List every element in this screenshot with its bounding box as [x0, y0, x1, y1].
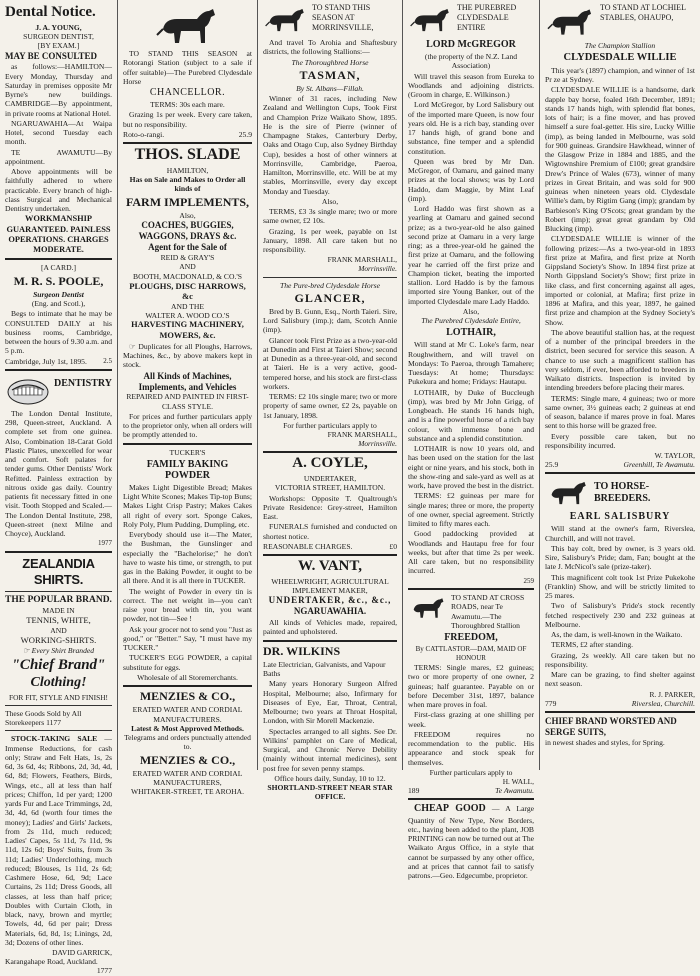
freedom-grazing: First-class grazing at one shilling per week.: [408, 710, 534, 729]
salisbury-body2: This bay colt, bred by owner, is 3 years old. Sire, Salisbury's Pride; dam, Fan; bought at the late J. McNicol's sale (prize-taker).: [545, 543, 695, 572]
popular-brand: THE POPULAR BRAND.: [5, 594, 112, 605]
tasman-grazing: Grazing, 1s per week, payable on 1st January, 1898. All care taken but no responsibility.: [263, 226, 397, 255]
divider: [408, 588, 534, 590]
poole-quals: (Eng. and Scotl.),: [31, 299, 86, 309]
dentistry-body: The London Dental Institute, 298, Queen-street, Auckland. A complete set from one guinea. Also, Combination 18-Carat Gold Plastic Plates, unexcelled for wear and comfort. Soft palates for tender gums. Other Dentists' Work Refitted. Painless extraction by nitrous oxide gas daily. Country patients fit necessary fitted in one visit. Tooth Stopped and Scaled.—The London Dental Institute, 298, Queen-street (next Milne and Choyce), Auckland.: [5, 408, 112, 539]
slade-harvest: HARVESTING MACHINERY, MOWERS, &c.: [131, 320, 244, 340]
dental-ngaruawahia: NGARUAWAHIA—At Waipa Hotel, second Tuesday each month.: [5, 118, 112, 147]
slade-agent: Agent for the Sale of: [148, 242, 227, 253]
menzies-trade: ERATED WATER AND CORDIAL MANUFACTURERS.: [132, 705, 243, 724]
dental-guarantee: WORKMANSHIP GUARANTEED. PAINLESS OPERATIONS. CHARGES MODERATE.: [6, 214, 111, 255]
mcgregor-body2: Lord McGregor, by Lord Salisbury out of the imported mare Queen, is now four years old. He is a rich bay, standing over 17 hands high, of grand bone and substance, fine temper and a splendid constitution.: [408, 100, 534, 156]
coyle-name: A. COYLE,: [292, 455, 368, 472]
divider: [263, 451, 397, 453]
poole-date: Cambridge, July 1st, 1895. 2.5: [5, 356, 112, 366]
goods-sold: These Goods Sold by All Storekeepers 1177: [5, 708, 82, 728]
willie-sig-place-row: 25.9 Greenhill, Te Awamutu.: [545, 460, 695, 470]
divider: [263, 554, 397, 556]
freedom-further: Further particulars apply to: [429, 767, 513, 777]
worsted-title: CHIEF BRAND WORSTED AND SERGE SUITS,: [545, 715, 677, 737]
freedom-sig: H. WALL,: [502, 777, 534, 787]
poole-body: Begs to intimate that he may be CONSULTED DAILY at his business rooms, Cambridge, between the hours of 9.30 a.m. and 5 p.m.: [5, 309, 112, 356]
freedom-header: [408, 593, 534, 630]
freedom-sig-place-row: 189 Te Awamutu.: [408, 786, 534, 796]
menzies-tele: Telegrams and orders punctually attended to.: [124, 733, 251, 752]
clothing: Clothing!: [30, 675, 87, 691]
lothair-body: Will stand at Mr C. Loke's farm, near Roughwithern, and will travel on Mondays: To Paeroa, through Tamahere; Tuesdays: At home; Thursdays: Pukekura and home; Fridays: Hautapu.: [408, 340, 534, 387]
salisbury-terms: TERMS, £2 after standing.: [551, 640, 634, 650]
column-2: [118, 0, 258, 797]
wilkins-body: Many years Honorary Surgeon Alfred Hospital, Melbourne; also, Infirmary for Diseases of Eye, Ear, Throat, Central, Melbourne; two years at Throat Hospital, London, with Sir Morell Mackenzie.: [263, 679, 397, 726]
coyle-body: Workshops: Opposite T. Qualtrough's Private Residence: Grey-street, Hamilton East.: [263, 493, 397, 521]
stock-body: STOCK-TAKING SALE — Immense Reductions, for cash only; Straw and Felt Hats, 1s, 2s 6d, 3s 6d, 4s; Ribbons, 2d, 3d, 4d, 6d, 8d; Flowers, Feathers, Birds, Wings, etc., all at less than half prices; Chiffon, 1d per yard; 1200 yards Fur and Lace Trimmings, 2d, 3d, 4d, 6d (worth four times the money); Ladies' and Girls' Jackets, from 2s 11d, much reduced; Ladies' Capes, 5s 11d, 7s 11d, 9s 11d, 12s 6d; Boys' Suits, from 3s 11d; Ladies' Underclothing, much reduced; Blouses, 1s 11d, 2s 6d; Cashmere Hose, 6d, 9d; Lace Curtains, 2s 11d; Dress Goods, all classes, at less than half price; Doubles with Curtain Cloth, in black, navy, brown and myrtle; Towels, 4d, 6d per pair; Dress Materials, 6d, 8d, 1s; Linings, 2d, 3d; Dozens of other lines.: [5, 734, 112, 947]
divider: [5, 369, 112, 371]
slade-ploughs: PLOUGHS, DISC HARROWS, &c: [129, 280, 246, 302]
tasman-also: Also,: [321, 196, 339, 206]
glancer-body: Glancer took First Prize as a two-year-old at Dunedin and First at Taieri Show; second at Dunedin as a three-year-old, and second at Taieri. He is a very active, good-tempered horse, and his stock are first-class workers.: [263, 335, 397, 391]
willie-sig: W. TAYLOR,: [654, 451, 695, 461]
slade-reid: REID & GRAY'S: [160, 253, 215, 263]
lothair-pure: The Purebred Clydesdale Entire,: [421, 316, 521, 325]
freedom-by: By CATTLASTOR—DAM, MAID OF HONOUR: [415, 645, 527, 662]
tennis: TENNIS, WHITE,: [26, 615, 91, 626]
divider: [263, 277, 397, 278]
tuckers-family: FAMILY BAKING POWDER: [146, 458, 229, 481]
willie-body2: CLYDESDALE WILLIE is winner of the following prizes:—As a two-year-old in 1893 first prize at Mafira, and first prize at North Gippsland Society's Show. In 1894 first prize at North Gippsland Society's Show; first prize in like class, and first concerning against all ages, imported or colonial, at Mafira; first prize in 1896 at Mafira, and this year, 1897, he gained first prize and champion at the Sydney Society's Show.: [545, 234, 695, 327]
vant-under: UNDERTAKER, &c., &c.,: [268, 595, 392, 606]
fit-style: FOR FIT, STYLE AND FINISH!: [8, 692, 109, 702]
chancellor-terms: TERMS: 30s each mare.: [150, 100, 225, 110]
tasman-sig-place: Morrinsville.: [358, 264, 397, 274]
menzies-trade2: ERATED WATER AND CORDIAL MANUFACTURERS,: [132, 768, 243, 788]
willie-winner: This year's (1897) champion, and winner of 1st Pr ze at Sydney.: [545, 65, 695, 85]
slade-coaches: COACHES, BUGGIES, WAGGONS, DRAYS &c.: [138, 220, 237, 242]
divider: [5, 258, 112, 260]
slade-all: All Kinds of Machines, Implements, and Vehicles: [138, 370, 237, 392]
slade-has: Has on Sale and Makes to Order all kinds of: [129, 175, 246, 194]
slade-repaired: REPAIRED AND PAINTED IN FIRST-CLASS STYLE.: [126, 392, 249, 411]
dental-may: MAY BE CONSULTED: [5, 50, 98, 61]
chancellor-grazing: Grazing 1s per week. Every care taken, but no responsibility.: [123, 110, 252, 129]
coyle-addr: VICTORIA STREET, HAMILTON.: [274, 483, 386, 493]
stock-sig: DAVID GARRICK,: [52, 948, 112, 958]
divider: [123, 685, 252, 687]
tasman-name: TASMAN,: [299, 67, 361, 82]
lothair-body3: LOTHAIR is now 10 years old, and has been used on the station for the last eight or nine years, and his stock, both in the show-ring and sale-yard as well as at work, have proved the best in the district.: [408, 444, 534, 490]
chancellor-place: Roto-o-rangi. 25.9: [123, 129, 252, 139]
salisbury-body3: This magnificent colt took 1st Prize Pukekohe (Franklin) Show, and will be strictly limited to 25 mares.: [545, 572, 695, 601]
lothair-body2: LOTHAIR, by Duke of Buccleugh (imp), was bred by Mr John Grigg, of Longbeach. He stands 16 hands high, and is a fine powerful horse of a rich bay colour, with immense bone and substance and a splendid constitution.: [408, 387, 534, 443]
stock-addr: Karangahape Road, Auckland. 1777: [5, 957, 112, 976]
salisbury-title: TO HORSE-BREEDERS.: [594, 481, 651, 505]
and: AND: [50, 625, 67, 635]
dentistry-title: DENTISTRY: [54, 377, 112, 389]
tasman-header: [263, 3, 397, 37]
mcgregor-body: Will travel this season from Eureka to Woodlands and adjoining districts. (Groom in charge, E. Wilkinson.): [408, 71, 534, 99]
column-4: [403, 0, 540, 881]
column-1: [0, 0, 118, 976]
tasman-intro: TO STAND THIS SEASON AT MORRINSVILLE,: [312, 3, 374, 32]
glancer-sig-place: Morrinsville.: [358, 439, 397, 449]
slade-also: Also,: [179, 210, 196, 220]
wilkins-hours: Office hours daily, Sunday, 10 to 12.: [274, 773, 386, 783]
slade-and2: AND THE: [171, 301, 204, 311]
worsted-body: in newest shades and styles, for Spring.: [545, 737, 665, 747]
slade-booth: BOOTH, MACDONALD, & CO.'S: [133, 271, 242, 281]
lothair-also: Also,: [462, 306, 480, 316]
willie-champ: The Champion Stallion: [584, 41, 656, 50]
horse-illustration-icon: [408, 593, 448, 623]
divider: [5, 705, 112, 706]
glancer-pure: The Pure-bred Clydesdale Horse: [279, 280, 381, 290]
vant-body: All kinds of Vehicles made, repaired, painted and upholstered.: [263, 618, 397, 637]
tuckers-ask: Ask your grocer not to send you "Just as good," or "Better." Say, "I must have my TUCKER.": [123, 624, 252, 653]
slade-prices: For prices and further particulars apply to the proprietor only, when all orders will be promptly attended to.: [123, 411, 252, 440]
glancer-terms: TERMS: £2 10s single mare; two or more property of same owner, £2 2s, payable on 1st January, 1898.: [263, 392, 397, 420]
wilkins-addr: SHORTLAND-STREET NEAR STAR OFFICE.: [267, 783, 393, 802]
mcgregor-prop: (the property of the N.Z. Land Association): [424, 52, 518, 71]
wilkins-body2: Spectacles arranged to all sights. See Dr. Wilkins' pamphlet on Care of Medical, Surgical, and Chronic Nerve Debility (mainly without internal medicines), sent post free for seven penny stamps.: [263, 726, 397, 773]
divider: [263, 640, 397, 642]
willie-care: Every possible care taken, but no responsibility incurred.: [545, 431, 695, 450]
lothair-terms: TERMS: £2 guineas per mare for single mares; three or more, the property of one owner, special agreement. Strictly limited to fifty mares each.: [408, 491, 534, 528]
mcgregor-body4: Lord Haddo was first shown as a yearling at Oamaru and gained second prize; as a two-year-old he also gained second prize at Oamaru in a very large ring; as a three-year-old he gained the first prize at Oamaru, and the following year he carried off the first prize and Champion ticket, beating the imported stallion. Lord Haddo is by the famous imported sire Young Banker, out of the imported Clydesdale mare Lady Haddo.: [408, 204, 534, 306]
slade-name: THOS. SLADE: [134, 146, 241, 164]
tasman-sig: FRANK MARSHALL,: [327, 255, 397, 265]
horse-illustration-icon: [263, 3, 309, 37]
dental-notes: Above appointments will be faithfully adhered to where practicable. Every branch of high-class Surgical and Mechanical Dentistry undertaken.: [5, 167, 112, 214]
chancellor-intro: TO STAND THIS SEASON at Rotorangi Station (subject to a sale if offer suitable)—The Purebred Clydesdale Horse: [123, 49, 252, 86]
dentistry-code: 1977: [98, 539, 112, 548]
menzies-latest: Latest & Most Approved Methods.: [131, 723, 244, 733]
tasman-by: By St. Albans—Fillah.: [296, 83, 364, 93]
salisbury-sig: R. J. PARKER,: [649, 689, 695, 699]
freedom-intro: TO STAND AT CROSS ROADS, near Te Awamutu.—The Thoroughbred Stallion: [451, 593, 525, 630]
dental-notice-title: Dental Notice.: [5, 4, 96, 20]
vant-name: W. VANT,: [297, 558, 363, 574]
mcgregor-name: LORD McGREGOR: [426, 39, 516, 50]
lothair-name: LOTHAIR,: [446, 327, 496, 339]
tasman-body: Winner of 31 races, including New Zealand and Wellington Cups, Took First and Champion Prize Waikato Show, 1895. He is the sire of Pierre (winner of Champagne Stakes, Canterbury Derby, Oaks and Otago Cup, also Sydney Birthday Cup), besides a host of other winners at Morrinsville, Cambridge, Paeroa, Hamilton, Morrinsville, etc. Will be at my stables, Morrinsville, every day except Monday and Tuesday.: [263, 94, 397, 196]
freedom-resp: FREEDOM requires no recommendation to the public. His appearance and stock speak for themselves.: [408, 729, 534, 767]
divider: [5, 730, 112, 731]
menzies-addr: WHITAKER-STREET, TE AROHA.: [130, 787, 244, 797]
divider: [123, 142, 252, 144]
tasman-thor: The Thoroughbred Horse: [291, 57, 369, 67]
mcgregor-header: [408, 3, 534, 37]
tasman-terms: TERMS, £3 3s single mare; two or more same owner, £2 10s.: [263, 207, 397, 226]
working-shirts: WORKING-SHIRTS.: [20, 635, 97, 646]
mcgregor-intro: THE PUREBRED CLYDESDALE ENTIRE: [457, 3, 517, 32]
coyle-funerals: FUNERALS furnished and conducted on shortest notice.: [263, 522, 397, 541]
dental-teawamutu: TE AWAMUTU—By appointment.: [5, 147, 112, 166]
cheap-body: CHEAP GOOD — A Large Quantity of New Type, New Borders, etc., having been added to the plant, JOB PRINTING can now be turned out at The Waikato Argus Office, in a style that cannot be surpassed by any other office, and at prices that cannot fail to satisfy patrons.—Geo. Edgecumbe, proprietor.: [408, 803, 534, 881]
willie-intro: TO STAND AT LOCHIEL STABLES, OHAUPO,: [600, 3, 686, 22]
tuckers-whole: Wholesale of all Storemerchants.: [137, 672, 238, 682]
willie-body: CLYDESDALE WILLIE is a handsome, dark dapple bay horse, foaled 16th December, 1891; stands 17 hands high, with splendid flat bones, lots of hair; is a fine mover, and has proved himself a sure foal-getter. His sire, Lucky Willie (imp), as being landed in Melbourne, was sold for 900 guineas. Grandsire Hawkhead, winner of the Glasgow Prize in 1884 and 1885, and the Wigtownshire Premium of £100; great grandsire Drew's Prince of Wales (673), winner of many prizes in Great Britain, and was sold for 900 guineas when nineteen years old. Clydesdale Willie's dam, by Rigtim Gang (imp); grandam by Barbieson's King O'Scots; great grandam by the Robert (imp); great great grandam by Old Blucking (imp).: [545, 85, 695, 234]
slade-dup: ☞ Duplicates for all Ploughs, Harrows, Machines, &c., by above makers kept in stock.: [123, 341, 252, 370]
slade-place: HAMILTON,: [166, 165, 209, 175]
made-in: MADE IN: [42, 606, 75, 616]
menzies-name: MENZIES & CO.,: [139, 689, 236, 704]
salisbury-mares: Mare can be grazing, to find shelter against next season.: [545, 670, 695, 689]
divider: [545, 472, 695, 474]
vant-trade: WHEELWRIGHT, AGRICULTURAL IMPLEMENT MAKER,: [271, 576, 389, 595]
tuckers-body2: Everybody should use it—The Mater, the Bushman, the Gunslinger and especially the "Bachelorise;" he don't have to waste his time, or strength, to put gas in the Baking Powder, it ought to be all there. And it is all there in TUCKER.: [123, 530, 252, 586]
freedom-terms: TERMS: Single mares, £2 guineas; two or more property of one owner, 2 guineas; half guarantee. Payable on or before December 31st, 1897, balance when mare proves in foal.: [408, 663, 534, 710]
slade-farm: FARM IMPLEMENTS,: [125, 194, 250, 209]
freedom-name: FREEDOM,: [444, 632, 498, 644]
column-3: [258, 0, 403, 802]
glancer-further: For further particulars apply to: [283, 420, 377, 430]
horse-illustration-icon: [545, 3, 597, 41]
salisbury-body: Will stand at the owner's farm, Riverslea, Churchill, and will not travel.: [545, 524, 695, 543]
every-shirt: ☞ Every Shirt Branded: [22, 645, 95, 655]
tuckers-body: Makes Light Digestible Bread; Makes Light White Scones; Makes Tip-top Buns; Makes Light Crisp Pastry; Makes Cakes all right of every sort. Sponge Cakes, Roly Poly, Plum Pudding, Dumpling, etc.: [123, 482, 252, 529]
chief-brand: "Chief Brand": [11, 656, 106, 673]
zealandia-title: ZEALANDIA SHIRTS.: [22, 555, 95, 587]
divider: [5, 551, 112, 553]
lothair-code: 259: [523, 576, 534, 585]
poole-card: [A CARD.]: [40, 263, 77, 273]
willie-body3: The above beautiful stallion has, at the request of a number of the principal breeders in the district, been secured for service this season. A chance to use such a magnificent stallion has very seldom, if ever, been afforded to breeders in Waikato districts. Inspection is invited by intending breeders before placing their mares.: [545, 327, 695, 393]
horse-illustration-icon: [408, 3, 454, 37]
tuckers-egg: TUCKER'S EGG POWDER, a capital substitute for eggs.: [123, 653, 252, 672]
dental-name: J. A. YOUNG,: [35, 22, 82, 32]
glancer-name: GLANCER,: [294, 290, 366, 305]
divider: [545, 711, 695, 713]
salisbury-name: EARL SALISBURY: [569, 511, 671, 523]
dentistry-ad: [5, 374, 112, 408]
column-5: [540, 0, 700, 770]
lothair-grazing: Good paddocking provided at Woodlands and Hautapu free for four weeks, but after that time 2s per week. All care taken, but no responsibility incurred.: [408, 529, 534, 576]
glancer-bred: Bred by B. Gunn, Esq., North Taieri. Sire, Lord Salisbury (imp.); dam, Scotch Annie (imp).: [263, 306, 397, 335]
salisbury-sig-place-row: 779 Riverslea, Churchill.: [545, 698, 695, 708]
salisbury-header: [545, 477, 695, 509]
vant-place: NGARUAWAHIA.: [293, 606, 367, 617]
mcgregor-body3: Queen was bred by Mr Dan. McGregor, of Oamaru, and gained many prizes at the local shows; was by Lord Haddo, dam Maggie, by Mint Leaf (imp).: [408, 156, 534, 203]
salisbury-body5: As, the dam, is well-known in the Waikato.: [551, 630, 683, 640]
slade-wood: WALTER A. WOOD CO.'S: [145, 311, 230, 321]
denture-illustration-icon: [6, 376, 50, 406]
chancellor-name: CHANCELLOR.: [149, 87, 226, 98]
willie-terms: TERMS: Single mare, 4 guineas; two or more same owner, 3½ guineas each; 2 guineas at end of season, balance if mares prove in foal. Mares sent to this horse will be grazed free.: [545, 393, 695, 431]
salisbury-grazing: Grazing, 2s weekly. All care taken but no responsibility.: [545, 650, 695, 669]
tuckers-title: TUCKER'S: [169, 447, 206, 457]
horse-illustration-icon: [153, 5, 223, 47]
wilkins-name: DR. WILKINS: [263, 643, 341, 658]
dental-body: as follows:—HAMILTON—Every Monday, Thursday and Saturday in premises opposite Mr Byrne's new buildings. CAMBRIDGE—By appointment, in private rooms at National Hotel.: [5, 62, 112, 118]
salisbury-body4: Two of Salisbury's Pride's stock recently fetched respectively 230 and 232 guineas at Melbourne.: [545, 601, 695, 629]
willie-name: CLYDESDALE WILLIE: [563, 52, 677, 64]
slade-and: AND: [179, 262, 196, 272]
poole-name: M. R. S. POOLE,: [13, 273, 104, 288]
tasman-travel: And travel To Arohia and Shaftesbury districts, the following Stallions:—: [263, 38, 397, 57]
coyle-role: UNDERTAKER,: [303, 474, 357, 483]
coyle-charges: REASONABLE CHARGES. £0: [263, 541, 397, 551]
divider: [408, 798, 534, 800]
divider: [5, 591, 112, 592]
tuckers-body3: The weight of Powder in every tin is correct. The net weight in—you can't raise your bread with tin, you want powder, not tin—See !: [123, 586, 252, 624]
dental-role: SURGEON DENTIST,: [23, 32, 94, 41]
menzies-name2: MENZIES & CO.,: [139, 752, 236, 767]
willie-header: [545, 3, 695, 41]
horse-illustration-icon: [545, 477, 591, 509]
wilkins-role: Late Electrician, Galvanists, and Vapour Baths: [263, 659, 386, 679]
dental-exam: [BY EXAM.]: [37, 41, 80, 51]
divider: [123, 443, 252, 445]
glancer-sig: FRANK MARSHALL,: [327, 430, 397, 440]
poole-role: Surgeon Dentist: [33, 289, 84, 299]
